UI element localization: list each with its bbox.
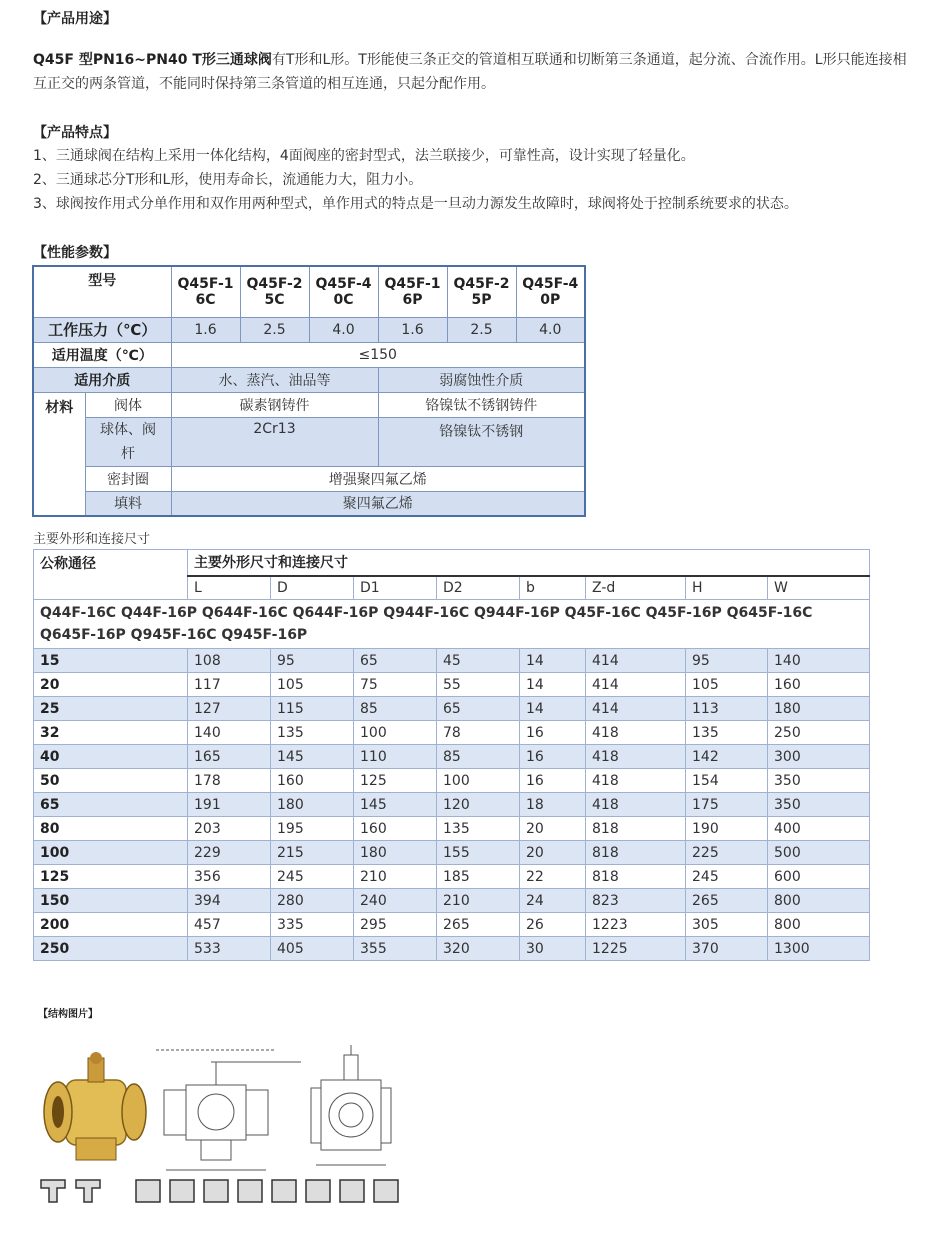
col-Z-d: Z-d [586,576,686,600]
packing-value: 聚四氟乙烯 [171,491,585,516]
cell-D1: 125 [354,769,437,793]
medium-p: 弱腐蚀性介质 [378,367,585,392]
cell-D: 160 [271,769,354,793]
cell-b: 16 [520,721,586,745]
col-D: D [271,576,354,600]
cell-dn: 50 [34,769,188,793]
cell-b: 30 [520,937,586,961]
usage-paragraph [33,48,913,96]
cell-Z-d: 818 [586,865,686,889]
cell-L: 229 [188,841,271,865]
cell-D: 280 [271,889,354,913]
ball-row [33,417,585,466]
pressure-4: 1.6 [378,317,447,342]
dn-label: 公称通径 [34,550,188,600]
cell-b: 20 [520,841,586,865]
usage-model-lead: Q45F 型PN16~PN40 T形三通球阀 [33,52,272,68]
cell-D1: 240 [354,889,437,913]
cell-W: 800 [768,913,870,937]
cell-H: 113 [686,697,768,721]
models-text: Q44F-16C Q44F-16P Q644F-16C Q644F-16P Q944F-16C Q944F-16P Q45F-16C Q45F-16P Q645F-16C Q645F-16P Q945F-16C Q945F-16P [34,600,870,649]
cell-H: 190 [686,817,768,841]
temp-row [33,342,585,367]
cell-W: 600 [768,865,870,889]
cell-H: 370 [686,937,768,961]
dimensions-table [33,549,870,961]
cell-b: 14 [520,697,586,721]
col-D1: D1 [354,576,437,600]
cell-Z-d: 414 [586,673,686,697]
cell-b: 22 [520,865,586,889]
cell-W: 350 [768,769,870,793]
cell-H: 154 [686,769,768,793]
cell-H: 225 [686,841,768,865]
cell-b: 24 [520,889,586,913]
cell-W: 250 [768,721,870,745]
packing-label: 填料 [85,491,171,516]
cell-L: 191 [188,793,271,817]
cell-W: 140 [768,649,870,673]
dimensions-caption: 主要外形和连接尺寸 [33,532,151,547]
cell-W: 350 [768,793,870,817]
valve-front-drawing-icon [156,1050,301,1170]
usage-text: 有T形和L形。T形能使三条正交的管道相互联通和切断第三条通道，起分流、合流作用。L形只能连接相互正交的两条管道，不能同时保持第三条管道的相互连通，只起分配作用。 [33,52,907,92]
cell-D1: 75 [354,673,437,697]
flow-pattern-diagrams-icon [41,1180,398,1202]
table-row [34,793,870,817]
cell-b: 14 [520,649,586,673]
medium-c: 水、蒸汽、油品等 [171,367,378,392]
material-label: 材料 [33,392,85,516]
cell-dn: 100 [34,841,188,865]
cell-D: 145 [271,745,354,769]
cell-D: 105 [271,673,354,697]
cell-D: 115 [271,697,354,721]
cell-D: 195 [271,817,354,841]
col-D2: D2 [437,576,520,600]
cell-D2: 135 [437,817,520,841]
dim-header-row [34,550,870,576]
feature-item-1: 1、三通球阀在结构上采用一体化结构，4面阀座的密封型式，法兰联接少，可靠性高，设计实现了轻量化。 [33,148,695,164]
col-W: W [768,576,870,600]
cell-dn: 65 [34,793,188,817]
table-row [34,673,870,697]
dimensions-body [34,649,870,961]
cell-dn: 40 [34,745,188,769]
cell-D1: 160 [354,817,437,841]
performance-table [32,265,586,517]
cell-D1: 110 [354,745,437,769]
cell-H: 175 [686,793,768,817]
table-row [34,697,870,721]
cell-dn: 250 [34,937,188,961]
pressure-1: 1.6 [171,317,240,342]
pressure-3: 4.0 [309,317,378,342]
pressure-2: 2.5 [240,317,309,342]
pressure-label: 工作压力（℃） [33,317,171,342]
cell-L: 533 [188,937,271,961]
cell-D2: 120 [437,793,520,817]
cell-D2: 85 [437,745,520,769]
cell-Z-d: 418 [586,721,686,745]
structure-title: 【结构图片】 [38,1009,98,1020]
cell-D: 335 [271,913,354,937]
cell-D: 245 [271,865,354,889]
structure-illustrations [36,1040,416,1210]
ball-valve-photo-icon [44,1052,146,1160]
model-3: Q45F-4 0C [309,266,378,317]
table-row [34,889,870,913]
cell-W: 180 [768,697,870,721]
cell-dn: 200 [34,913,188,937]
cell-b: 18 [520,793,586,817]
medium-label: 适用介质 [33,367,171,392]
model-2: Q45F-2 5C [240,266,309,317]
cell-L: 108 [188,649,271,673]
cell-H: 135 [686,721,768,745]
cell-H: 265 [686,889,768,913]
cell-b: 26 [520,913,586,937]
cell-W: 500 [768,841,870,865]
cell-W: 300 [768,745,870,769]
seal-value: 增强聚四氟乙烯 [171,466,585,491]
model-1: Q45F-1 6C [171,266,240,317]
cell-L: 140 [188,721,271,745]
cell-Z-d: 418 [586,745,686,769]
col-H: H [686,576,768,600]
cell-D2: 100 [437,769,520,793]
features-list [33,144,913,216]
cell-L: 178 [188,769,271,793]
cell-D2: 65 [437,697,520,721]
feature-item-3: 3、球阀按作用式分单作用和双作用两种型式，单作用式的特点是一旦动力源发生故障时，球阀将处于控制系统要求的状态。 [33,196,798,212]
cell-dn: 25 [34,697,188,721]
cell-D2: 265 [437,913,520,937]
cell-D1: 100 [354,721,437,745]
temp-label: 适用温度（℃） [33,342,171,367]
cell-dn: 80 [34,817,188,841]
cell-Z-d: 414 [586,697,686,721]
group-label: 主要外形尺寸和连接尺寸 [188,550,870,576]
body-row [33,392,585,417]
pressure-6: 4.0 [516,317,585,342]
cell-Z-d: 414 [586,649,686,673]
cell-b: 16 [520,769,586,793]
cell-W: 400 [768,817,870,841]
temp-value: ≤150 [171,342,585,367]
ball-p: 铬镍钛不锈钢 [378,417,585,466]
cell-H: 95 [686,649,768,673]
cell-D2: 210 [437,889,520,913]
cell-W: 1300 [768,937,870,961]
model-4: Q45F-1 6P [378,266,447,317]
cell-Z-d: 418 [586,769,686,793]
model-5: Q45F-2 5P [447,266,516,317]
cell-D1: 180 [354,841,437,865]
cell-H: 245 [686,865,768,889]
cell-H: 105 [686,673,768,697]
cell-D: 405 [271,937,354,961]
valve-side-drawing-icon [311,1045,391,1165]
pressure-row [33,317,585,342]
table-row [34,745,870,769]
table-row [34,913,870,937]
cell-L: 203 [188,817,271,841]
cell-L: 457 [188,913,271,937]
cell-W: 160 [768,673,870,697]
cell-Z-d: 818 [586,817,686,841]
cell-D: 215 [271,841,354,865]
cell-D: 180 [271,793,354,817]
cell-D2: 185 [437,865,520,889]
cell-dn: 20 [34,673,188,697]
cell-W: 800 [768,889,870,913]
features-title: 【产品特点】 [33,125,117,141]
cell-D1: 295 [354,913,437,937]
cell-L: 394 [188,889,271,913]
cell-D: 135 [271,721,354,745]
body-c: 碳素钢铸件 [171,392,378,417]
model-row [33,266,585,317]
cell-L: 356 [188,865,271,889]
cell-b: 16 [520,745,586,769]
cell-dn: 150 [34,889,188,913]
table-row [34,769,870,793]
cell-dn: 125 [34,865,188,889]
cell-L: 127 [188,697,271,721]
medium-row [33,367,585,392]
cell-H: 305 [686,913,768,937]
table-row [34,721,870,745]
cell-L: 165 [188,745,271,769]
cell-D2: 55 [437,673,520,697]
packing-row [33,491,585,516]
cell-D1: 355 [354,937,437,961]
col-b: b [520,576,586,600]
seal-row [33,466,585,491]
body-p: 铬镍钛不锈钢铸件 [378,392,585,417]
cell-b: 20 [520,817,586,841]
body-label: 阀体 [85,392,171,417]
cell-Z-d: 823 [586,889,686,913]
model-6: Q45F-4 0P [516,266,585,317]
cell-D1: 85 [354,697,437,721]
cell-L: 117 [188,673,271,697]
cell-Z-d: 818 [586,841,686,865]
cell-D1: 65 [354,649,437,673]
table-row [34,817,870,841]
table-row [34,841,870,865]
cell-D2: 320 [437,937,520,961]
cell-b: 14 [520,673,586,697]
cell-D1: 145 [354,793,437,817]
cell-D2: 78 [437,721,520,745]
model-label: 型号 [33,266,171,317]
cell-Z-d: 418 [586,793,686,817]
ball-label: 球体、阀 杆 [85,417,171,466]
cell-D1: 210 [354,865,437,889]
cell-D2: 45 [437,649,520,673]
models-row [34,600,870,649]
cell-Z-d: 1225 [586,937,686,961]
seal-label: 密封圈 [85,466,171,491]
table-row [34,865,870,889]
pressure-5: 2.5 [447,317,516,342]
usage-title: 【产品用途】 [33,11,117,27]
feature-item-2: 2、三通球芯分T形和L形，使用寿命长，流通能力大，阻力小。 [33,172,423,188]
performance-title: 【性能参数】 [33,245,117,261]
cell-H: 142 [686,745,768,769]
cell-dn: 32 [34,721,188,745]
col-L: L [188,576,271,600]
ball-c: 2Cr13 [171,417,378,466]
table-row [34,649,870,673]
cell-D2: 155 [437,841,520,865]
cell-dn: 15 [34,649,188,673]
cell-D: 95 [271,649,354,673]
cell-Z-d: 1223 [586,913,686,937]
table-row [34,937,870,961]
